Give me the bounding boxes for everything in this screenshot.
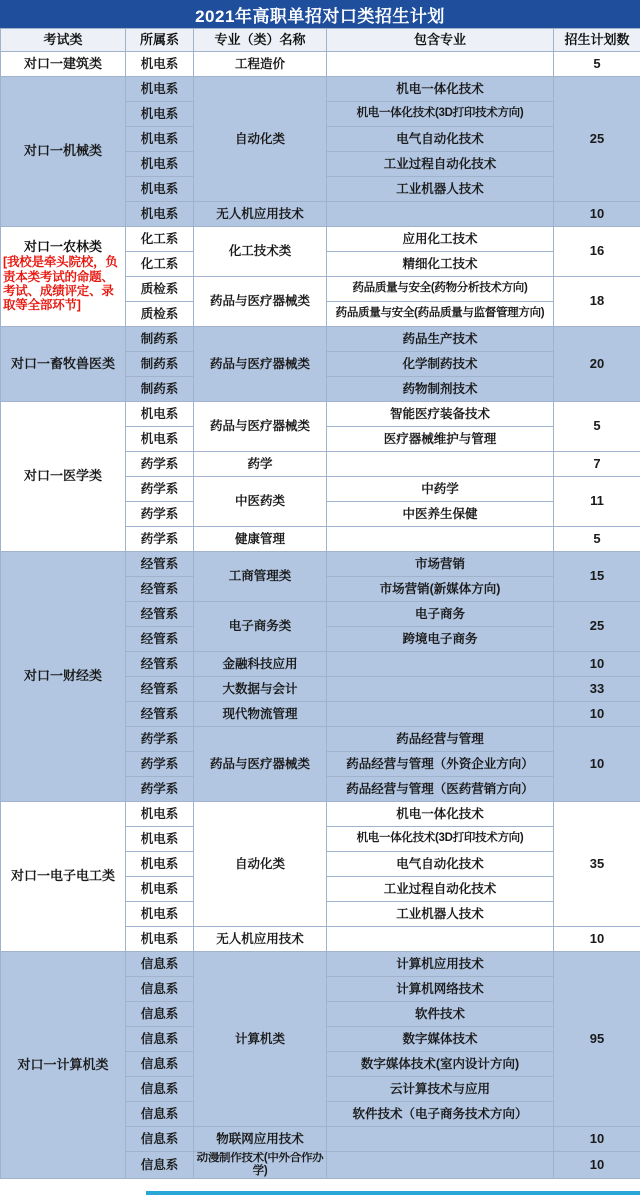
cell-included-major: 工业机器人技术 <box>327 177 554 202</box>
cell-included-major: 药品质量与安全(药品质量与监督管理方向) <box>327 302 554 327</box>
cell-included-major: 市场营销(新媒体方向) <box>327 577 554 602</box>
cell-enrollment-quota: 33 <box>554 677 640 702</box>
cell-department: 机电系 <box>126 927 194 952</box>
table-row <box>1 402 640 427</box>
cell-included-major-empty <box>327 202 554 227</box>
cell-enrollment-quota: 20 <box>554 327 640 402</box>
cell-included-major: 云计算技术与应用 <box>327 1077 554 1102</box>
cell-major-name: 药品与医疗器械类 <box>194 402 327 452</box>
cell-major-name: 金融科技应用 <box>194 652 327 677</box>
cell-department: 机电系 <box>126 152 194 177</box>
column-header-dept: 所属系 <box>126 29 194 52</box>
cell-included-major: 智能医疗装备技术 <box>327 402 554 427</box>
cell-included-major-empty <box>327 702 554 727</box>
cell-included-major: 中药学 <box>327 477 554 502</box>
cell-included-major: 软件技术 <box>327 1002 554 1027</box>
cell-exam-category: 对口一建筑类 <box>1 52 126 77</box>
cell-department: 经管系 <box>126 627 194 652</box>
cell-department: 制药系 <box>126 327 194 352</box>
table-row <box>1 77 640 102</box>
exam-category-label: 对口一农林类 <box>23 239 102 255</box>
cell-department: 制药系 <box>126 352 194 377</box>
cell-department: 机电系 <box>126 877 194 902</box>
cell-major-name: 自动化类 <box>194 802 327 927</box>
exam-category-note: [我校是牵头院校，负责本类考试的命题、考试、成绩评定、录取等全部环节] <box>3 255 118 313</box>
cell-enrollment-quota: 15 <box>554 552 640 602</box>
cell-exam-category: 对口一计算机类 <box>1 952 126 1179</box>
cell-included-major: 精细化工技术 <box>327 252 554 277</box>
cell-exam-category <box>1 227 126 327</box>
cell-department: 经管系 <box>126 577 194 602</box>
cell-included-major-empty <box>327 1152 554 1179</box>
cell-included-major: 化学制药技术 <box>327 352 554 377</box>
cell-included-major-empty <box>327 652 554 677</box>
cell-department: 药学系 <box>126 452 194 477</box>
cell-enrollment-quota: 5 <box>554 52 640 77</box>
cell-exam-category: 对口一机械类 <box>1 77 126 227</box>
cell-included-major: 中医养生保健 <box>327 502 554 527</box>
cell-department: 信息系 <box>126 1152 194 1179</box>
cell-department: 化工系 <box>126 227 194 252</box>
table-row <box>1 952 640 977</box>
cell-enrollment-quota: 95 <box>554 952 640 1127</box>
cell-included-major: 医疗器械维护与管理 <box>327 427 554 452</box>
cell-department: 经管系 <box>126 702 194 727</box>
cell-included-major: 药品生产技术 <box>327 327 554 352</box>
cell-major-name: 大数据与会计 <box>194 677 327 702</box>
cell-enrollment-quota: 25 <box>554 602 640 652</box>
table-row <box>1 327 640 352</box>
cell-included-major: 工业过程自动化技术 <box>327 152 554 177</box>
cell-department: 信息系 <box>126 1027 194 1052</box>
cell-department: 药学系 <box>126 727 194 752</box>
cell-included-major: 数字媒体技术(室内设计方向) <box>327 1052 554 1077</box>
cell-included-major: 机电一体化技术 <box>327 802 554 827</box>
cell-exam-category: 对口一医学类 <box>1 402 126 552</box>
column-header-inc: 包含专业 <box>327 29 554 52</box>
cell-included-major: 电气自动化技术 <box>327 127 554 152</box>
cell-department: 经管系 <box>126 652 194 677</box>
cell-included-major: 药品经营与管理（医药营销方向） <box>327 777 554 802</box>
cell-department: 质检系 <box>126 302 194 327</box>
cell-major-name: 无人机应用技术 <box>194 927 327 952</box>
cell-major-name: 药品与医疗器械类 <box>194 727 327 802</box>
cell-enrollment-quota: 7 <box>554 452 640 477</box>
page-title: 2021年高职单招对口类招生计划 <box>0 0 640 28</box>
cell-department: 药学系 <box>126 777 194 802</box>
cell-included-major-empty <box>327 52 554 77</box>
cell-major-name: 自动化类 <box>194 77 327 202</box>
cell-department: 机电系 <box>126 177 194 202</box>
cell-enrollment-quota: 16 <box>554 227 640 277</box>
cell-department: 信息系 <box>126 952 194 977</box>
cell-department: 信息系 <box>126 977 194 1002</box>
cell-included-major: 应用化工技术 <box>327 227 554 252</box>
cell-department: 药学系 <box>126 752 194 777</box>
column-header-major: 专业（类）名称 <box>194 29 327 52</box>
cell-enrollment-quota: 10 <box>554 1127 640 1152</box>
cell-department: 机电系 <box>126 427 194 452</box>
cell-included-major: 药品经营与管理 <box>327 727 554 752</box>
cell-department: 机电系 <box>126 802 194 827</box>
cell-major-name: 中医药类 <box>194 477 327 527</box>
cell-major-name: 电子商务类 <box>194 602 327 652</box>
cell-major-name: 工程造价 <box>194 52 327 77</box>
table-row <box>1 802 640 827</box>
cell-department: 机电系 <box>126 902 194 927</box>
cell-department: 药学系 <box>126 502 194 527</box>
table-row <box>1 227 640 252</box>
cell-major-name: 化工技术类 <box>194 227 327 277</box>
cell-included-major: 跨境电子商务 <box>327 627 554 652</box>
cell-exam-category: 对口一财经类 <box>1 552 126 802</box>
cell-enrollment-quota: 35 <box>554 802 640 927</box>
table-body <box>1 52 640 1179</box>
cell-included-major-empty <box>327 452 554 477</box>
cell-department: 经管系 <box>126 602 194 627</box>
cell-major-name: 动漫制作技术(中外合作办学) <box>194 1152 327 1179</box>
cell-included-major: 工业过程自动化技术 <box>327 877 554 902</box>
table-header-row <box>1 29 640 52</box>
cell-included-major-empty <box>327 927 554 952</box>
cell-department: 信息系 <box>126 1127 194 1152</box>
cell-department: 信息系 <box>126 1002 194 1027</box>
cell-included-major: 数字媒体技术 <box>327 1027 554 1052</box>
column-header-exam: 考试类 <box>1 29 126 52</box>
cell-enrollment-quota: 10 <box>554 652 640 677</box>
cell-enrollment-quota: 11 <box>554 477 640 527</box>
cell-enrollment-quota: 25 <box>554 77 640 202</box>
cell-major-name: 工商管理类 <box>194 552 327 602</box>
cell-department: 机电系 <box>126 102 194 127</box>
cell-included-major: 药品质量与安全(药物分析技术方向) <box>327 277 554 302</box>
cell-major-name: 现代物流管理 <box>194 702 327 727</box>
cell-exam-category: 对口一电子电工类 <box>1 802 126 952</box>
cell-major-name: 无人机应用技术 <box>194 202 327 227</box>
cell-department: 制药系 <box>126 377 194 402</box>
cell-major-name: 药学 <box>194 452 327 477</box>
cell-department: 机电系 <box>126 77 194 102</box>
cell-department: 药学系 <box>126 527 194 552</box>
cell-enrollment-quota: 10 <box>554 1152 640 1179</box>
cell-department: 机电系 <box>126 402 194 427</box>
cell-included-major: 电气自动化技术 <box>327 852 554 877</box>
cell-included-major-empty <box>327 677 554 702</box>
table-row <box>1 552 640 577</box>
cell-department: 机电系 <box>126 827 194 852</box>
cell-enrollment-quota: 18 <box>554 277 640 327</box>
cell-department: 质检系 <box>126 277 194 302</box>
cell-enrollment-quota: 10 <box>554 727 640 802</box>
cell-included-major: 计算机应用技术 <box>327 952 554 977</box>
cell-major-name: 计算机类 <box>194 952 327 1127</box>
column-header-quota: 招生计划数 <box>554 29 640 52</box>
cell-included-major: 药品经营与管理（外资企业方向） <box>327 752 554 777</box>
cell-included-major: 工业机器人技术 <box>327 902 554 927</box>
cell-included-major: 机电一体化技术 <box>327 77 554 102</box>
bottom-accent-strip <box>146 1191 640 1195</box>
cell-department: 信息系 <box>126 1102 194 1127</box>
enrollment-plan-table <box>0 28 640 1179</box>
cell-included-major: 市场营销 <box>327 552 554 577</box>
cell-department: 信息系 <box>126 1052 194 1077</box>
cell-major-name: 药品与医疗器械类 <box>194 327 327 402</box>
cell-enrollment-quota: 10 <box>554 202 640 227</box>
cell-major-name: 健康管理 <box>194 527 327 552</box>
cell-department: 机电系 <box>126 127 194 152</box>
cell-exam-category: 对口一畜牧兽医类 <box>1 327 126 402</box>
cell-included-major: 计算机网络技术 <box>327 977 554 1002</box>
cell-department: 经管系 <box>126 677 194 702</box>
cell-department: 机电系 <box>126 52 194 77</box>
cell-included-major: 机电一体化技术(3D打印技术方向) <box>327 102 554 127</box>
cell-enrollment-quota: 5 <box>554 527 640 552</box>
cell-department: 机电系 <box>126 202 194 227</box>
cell-department: 机电系 <box>126 852 194 877</box>
cell-included-major-empty <box>327 527 554 552</box>
cell-included-major: 软件技术（电子商务技术方向） <box>327 1102 554 1127</box>
cell-included-major: 药物制剂技术 <box>327 377 554 402</box>
cell-included-major: 电子商务 <box>327 602 554 627</box>
cell-major-name: 物联网应用技术 <box>194 1127 327 1152</box>
cell-department: 化工系 <box>126 252 194 277</box>
cell-major-name: 药品与医疗器械类 <box>194 277 327 327</box>
cell-department: 经管系 <box>126 552 194 577</box>
table-row <box>1 52 640 77</box>
cell-included-major: 机电一体化技术(3D打印技术方向) <box>327 827 554 852</box>
cell-included-major-empty <box>327 1127 554 1152</box>
cell-enrollment-quota: 10 <box>554 702 640 727</box>
cell-enrollment-quota: 10 <box>554 927 640 952</box>
cell-department: 药学系 <box>126 477 194 502</box>
cell-enrollment-quota: 5 <box>554 402 640 452</box>
cell-department: 信息系 <box>126 1077 194 1102</box>
